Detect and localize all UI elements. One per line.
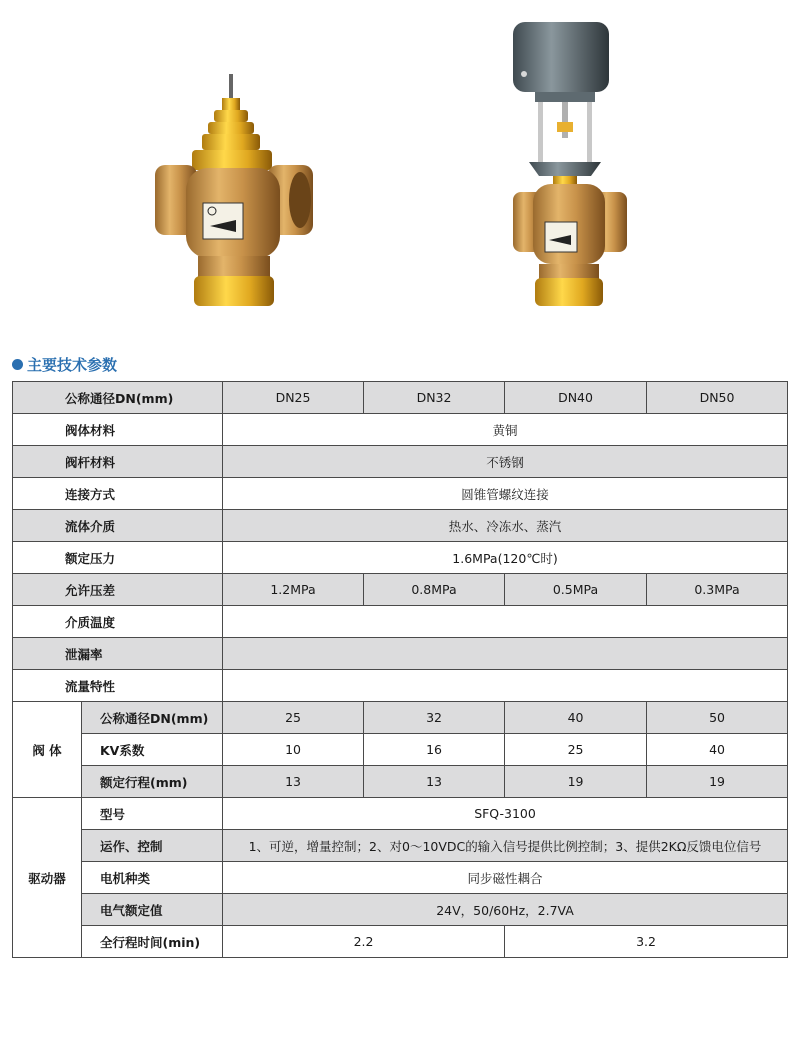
table-row: [13, 574, 788, 606]
table-row: [13, 638, 788, 670]
table-row: [13, 798, 788, 830]
table-row: [13, 926, 788, 958]
section-title: 主要技术参数: [27, 355, 118, 374]
table-cell: 0.8MPa: [364, 574, 505, 606]
table-cell: 25: [223, 702, 364, 734]
table-cell: SFQ-3100: [223, 798, 788, 830]
table-cell: [223, 606, 788, 638]
table-cell: DN40: [505, 382, 647, 414]
table-cell: 13: [364, 766, 505, 798]
table-row: [13, 702, 788, 734]
product-photos: [0, 0, 800, 340]
table-row: [13, 542, 788, 574]
row-label: 电气额定值: [82, 894, 223, 926]
row-label: 阀杆材料: [13, 446, 223, 478]
table-cell: 1.2MPa: [223, 574, 364, 606]
row-label: 电机种类: [82, 862, 223, 894]
table-cell: 1、可逆，增量控制；2、对0～10VDC的输入信号提供比例控制；3、提供2KΩ反馈电位信号: [223, 830, 788, 862]
row-label: 额定压力: [13, 542, 223, 574]
table-row: [13, 734, 788, 766]
table-row: [13, 382, 788, 414]
table-cell: 3.2: [505, 926, 788, 958]
table-cell: 16: [364, 734, 505, 766]
row-label: 允许压差: [13, 574, 223, 606]
row-label: 连接方式: [13, 478, 223, 510]
row-label: 公称通径DN(mm): [82, 702, 223, 734]
table-row: [13, 446, 788, 478]
table-cell: [223, 670, 788, 702]
table-cell: 同步磁性耦合: [223, 862, 788, 894]
table-cell: 黄铜: [223, 414, 788, 446]
table-cell: 40: [647, 734, 788, 766]
section-heading: [12, 353, 117, 375]
table-row: [13, 862, 788, 894]
table-cell: 40: [505, 702, 647, 734]
table-cell: 0.5MPa: [505, 574, 647, 606]
table-row: [13, 510, 788, 542]
valve-body-photo: [150, 70, 320, 315]
row-label: 阀体材料: [13, 414, 223, 446]
table-cell: DN25: [223, 382, 364, 414]
table-cell: 19: [647, 766, 788, 798]
spec-table: [12, 381, 788, 958]
row-label: 额定行程(mm): [82, 766, 223, 798]
table-cell: 圆锥管螺纹连接: [223, 478, 788, 510]
table-cell: 0.3MPa: [647, 574, 788, 606]
row-label: KV系数: [82, 734, 223, 766]
row-label: 全行程时间(min): [82, 926, 223, 958]
row-label: 介质温度: [13, 606, 223, 638]
row-label: 流量特性: [13, 670, 223, 702]
table-cell: 19: [505, 766, 647, 798]
table-cell: 24V，50/60Hz，2.7VA: [223, 894, 788, 926]
table-row: [13, 830, 788, 862]
table-cell: DN32: [364, 382, 505, 414]
table-cell: [223, 638, 788, 670]
table-cell: DN50: [647, 382, 788, 414]
table-row: [13, 414, 788, 446]
bullet-dot-icon: [12, 359, 23, 370]
row-label: 流体介质: [13, 510, 223, 542]
table-cell: 50: [647, 702, 788, 734]
table-row: [13, 478, 788, 510]
table-cell: 不锈钢: [223, 446, 788, 478]
group-label-actuator: 驱动器: [13, 798, 82, 958]
table-row: [13, 894, 788, 926]
table-cell: 13: [223, 766, 364, 798]
table-row: [13, 606, 788, 638]
table-row: [13, 670, 788, 702]
table-cell: 25: [505, 734, 647, 766]
actuator-valve-photo: [505, 18, 635, 313]
row-label: 泄漏率: [13, 638, 223, 670]
row-label: 运作、控制: [82, 830, 223, 862]
table-cell: 热水、冷冻水、蒸汽: [223, 510, 788, 542]
table-cell: 32: [364, 702, 505, 734]
table-cell: 2.2: [223, 926, 505, 958]
row-label: 型号: [82, 798, 223, 830]
table-cell: 10: [223, 734, 364, 766]
table-row: [13, 766, 788, 798]
row-label: 公称通径DN(mm): [13, 382, 223, 414]
table-cell: 1.6MPa(120℃时): [223, 542, 788, 574]
group-label-valve: 阀 体: [13, 702, 82, 798]
